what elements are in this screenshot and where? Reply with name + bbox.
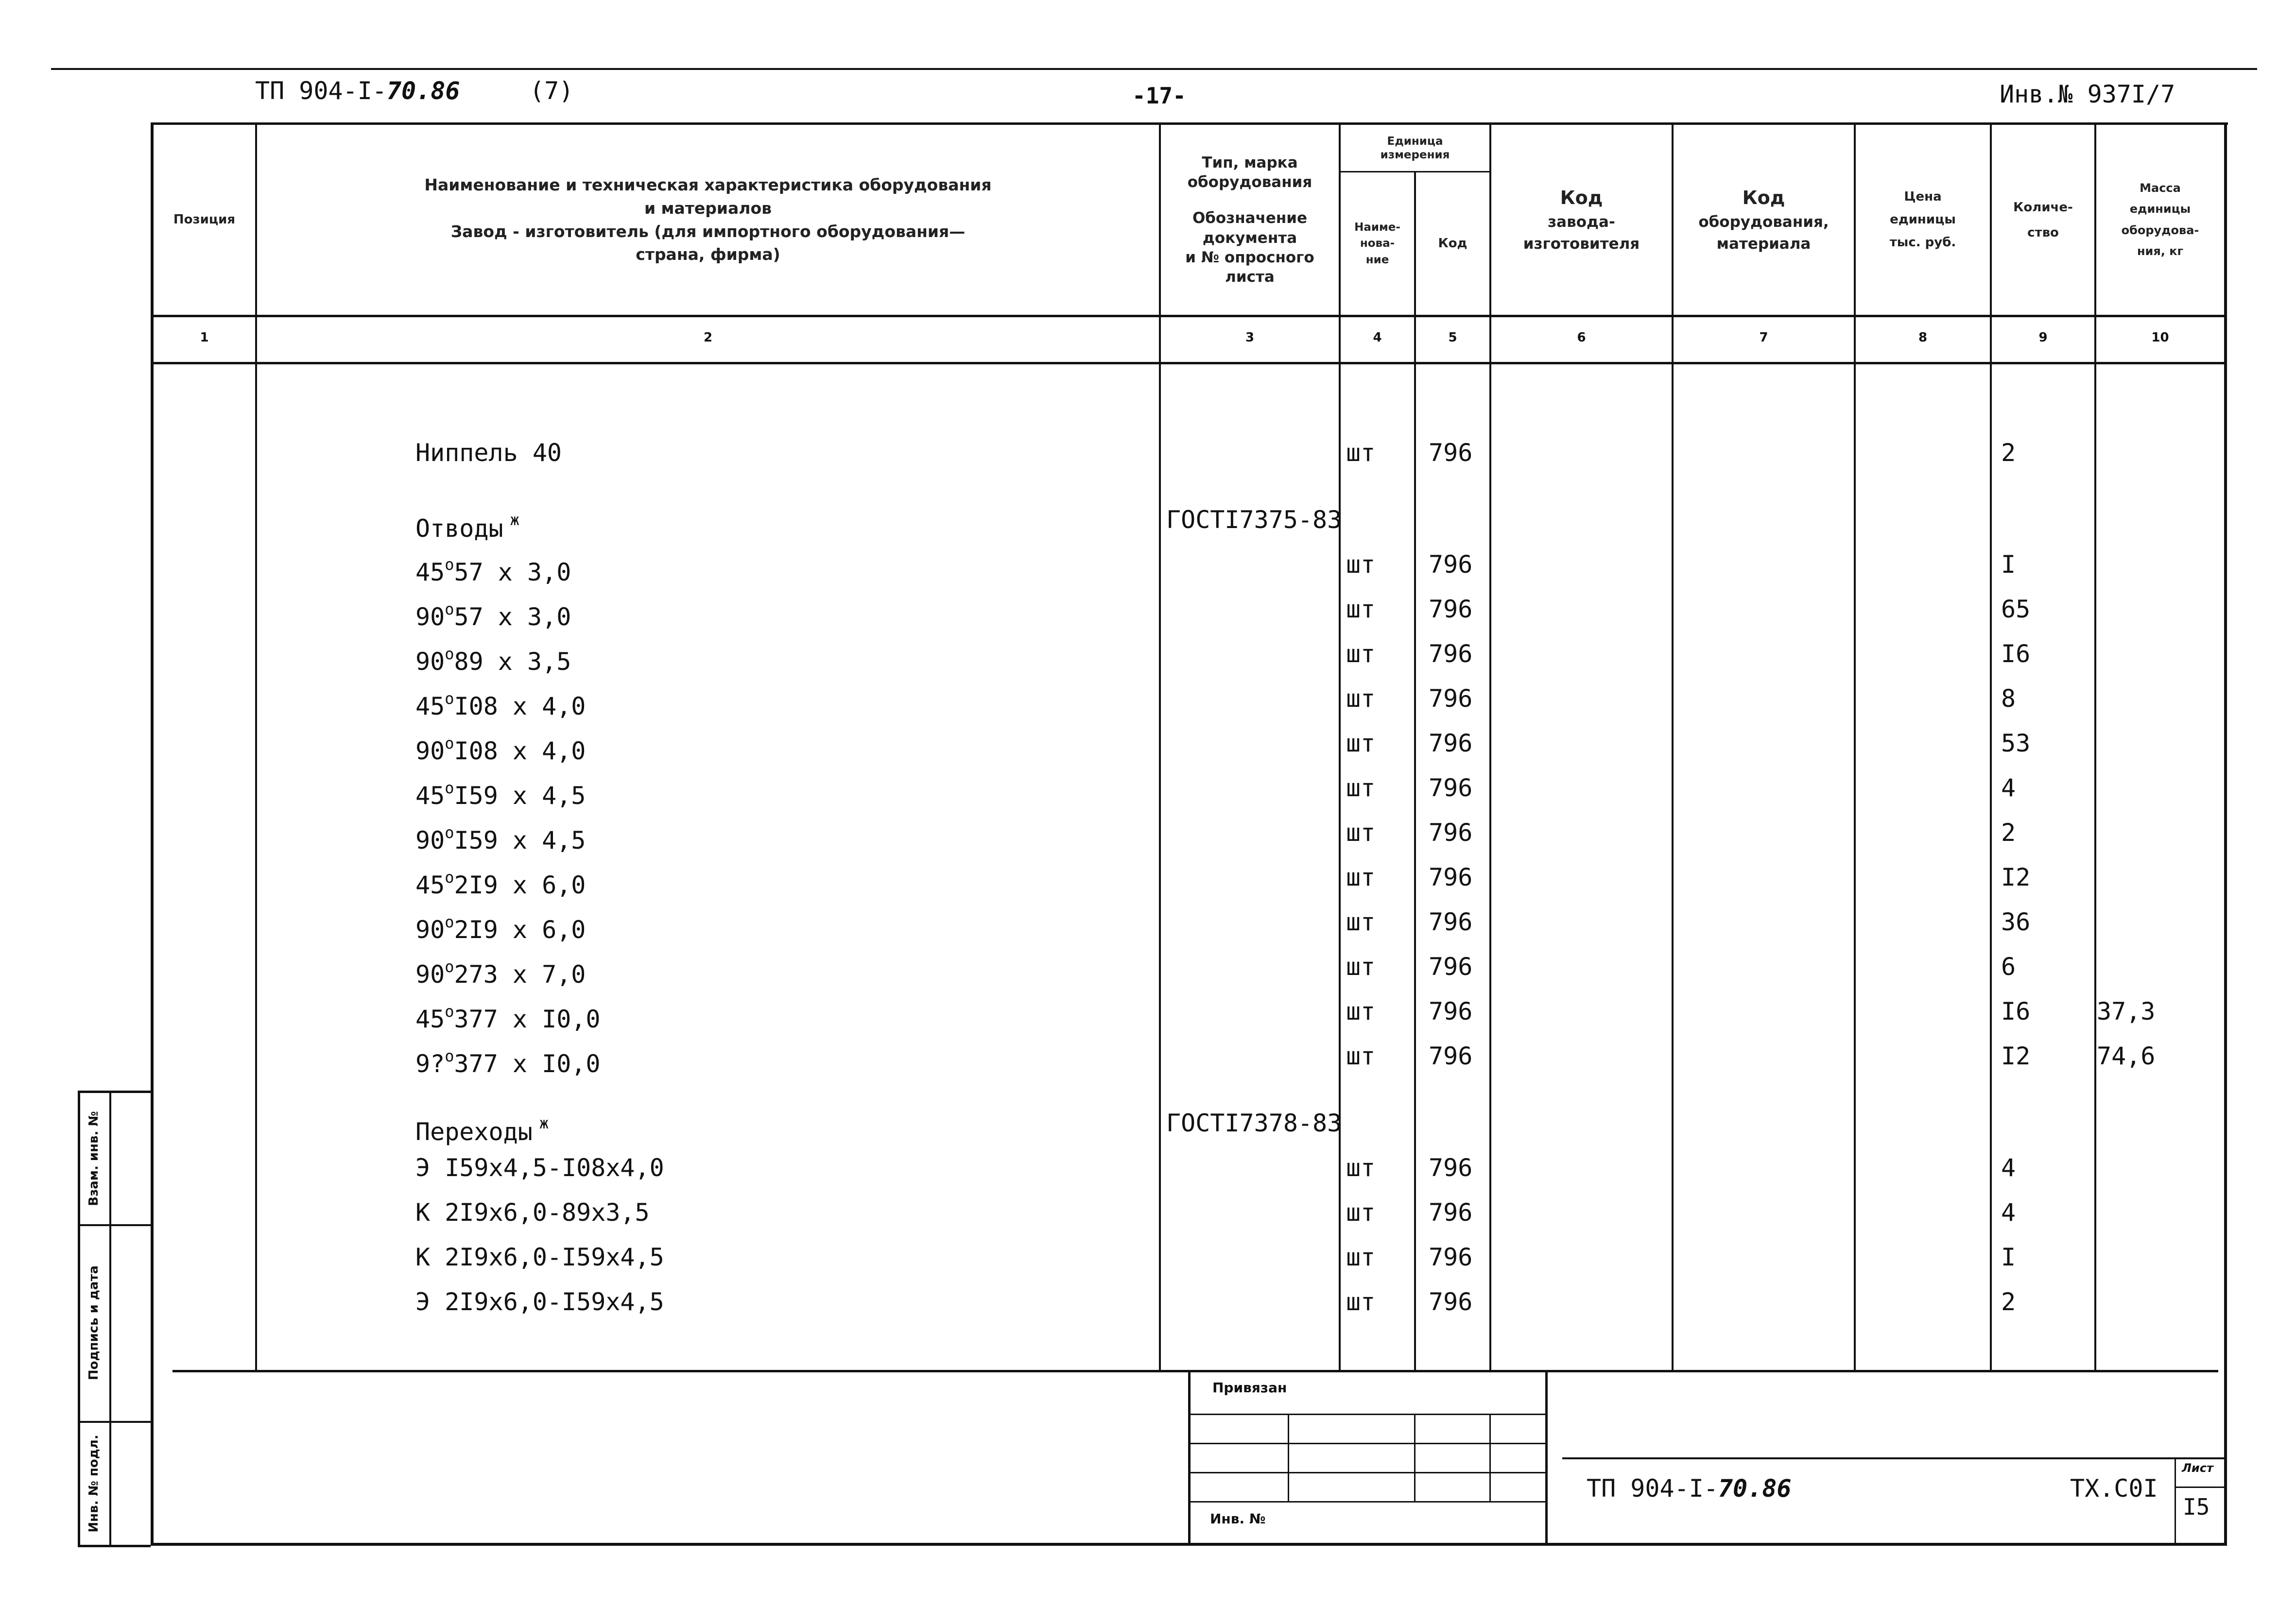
item-name: Э 2I9x6,0-I59x4,5 [415, 1288, 664, 1316]
col-header-type-line5: и № опросного [1185, 248, 1314, 266]
item-qty: 4 [2001, 1154, 2016, 1182]
item-name: 90$^o$I59 x 4,5 [415, 823, 586, 854]
item-name: 90$^o$I08 x 4,0 [415, 734, 586, 765]
table-row [0, 1193, 2296, 1232]
item-unit-code: 796 [1429, 1198, 1473, 1227]
table-row [0, 992, 2296, 1031]
table-row [0, 813, 2296, 852]
item-qty: 2 [2001, 439, 2016, 467]
page-number: -17- [1132, 83, 1186, 109]
inv-label: Инв. № [1210, 1511, 1266, 1527]
sheet-number: I5 [2183, 1494, 2210, 1520]
col-header-type-line4: документа [1202, 229, 1297, 247]
item-qty: I [2001, 1243, 2016, 1271]
item-name: 90$^o$273 x 7,0 [415, 957, 586, 989]
col-header-maker-code-line3: изготовителя [1523, 235, 1640, 253]
item-unit-code: 796 [1429, 774, 1473, 802]
item-unit: шт [1346, 729, 1376, 757]
item-name: 90$^o$2I9 x 6,0 [415, 913, 586, 944]
item-unit: шт [1346, 997, 1376, 1025]
item-qty: I6 [2001, 997, 2031, 1025]
col-header-equip-code-line2: оборудования, [1698, 213, 1829, 231]
col-header-type-line1: Тип, марка [1202, 154, 1298, 171]
item-name: Отводы $^ж$ [415, 511, 519, 543]
col-header-unit-name-line2: нова- [1360, 237, 1395, 250]
item-name: 45$^o$2I9 x 6,0 [415, 868, 586, 899]
col-number-9: 9 [2038, 330, 2048, 345]
header-bottom-rule [151, 315, 2227, 317]
item-unit: шт [1346, 819, 1376, 847]
item-unit: шт [1346, 953, 1376, 981]
table-row [0, 724, 2296, 763]
item-name: Э I59x4,5-I08x4,0 [415, 1154, 664, 1182]
col-header-unit-name-line3: ние [1365, 253, 1389, 266]
col-header-name-line4: страна, фирма) [636, 245, 780, 264]
item-name: 45$^o$I08 x 4,0 [415, 689, 586, 720]
item-qty: I2 [2001, 863, 2031, 891]
item-name: К 2I9x6,0-89x3,5 [415, 1198, 650, 1227]
table-row [0, 858, 2296, 897]
col-number-7: 7 [1759, 330, 1768, 345]
col-number-6: 6 [1577, 330, 1586, 345]
item-unit-code: 796 [1429, 819, 1473, 847]
table-row [0, 1282, 2296, 1321]
item-unit-code: 796 [1429, 550, 1473, 579]
col-header-name-line2: и материалов [644, 198, 772, 218]
table-row [0, 1104, 2296, 1146]
footnote-mark: ж [539, 1114, 549, 1132]
side-inv-orig: Инв. № подл. [86, 1435, 101, 1533]
col-header-unit-group-line1: Единица [1387, 135, 1443, 148]
item-qty: 4 [2001, 774, 2016, 802]
footnote-mark: ж [510, 511, 519, 529]
col-header-mass-line3: оборудова- [2121, 223, 2199, 237]
item-qty: I2 [2001, 1042, 2031, 1070]
item-unit-code: 796 [1429, 684, 1473, 713]
inventory-number: Инв.№ 937I/7 [2000, 80, 2175, 108]
colno-bottom-rule [151, 362, 2227, 364]
side-replace-inv: Взам. инв. № [86, 1111, 101, 1206]
table-row [0, 433, 2296, 472]
header-doc-code-prefix: ТП 904-I- [255, 77, 387, 105]
col-number-5: 5 [1448, 330, 1457, 345]
item-name: 45$^o$I59 x 4,5 [415, 779, 586, 810]
header-doc-code-suffix: 70.86 [386, 77, 460, 105]
item-unit: шт [1346, 1288, 1376, 1316]
table-row [0, 634, 2296, 676]
col-header-mass [2096, 125, 2224, 315]
item-mass: 37,3 [2097, 997, 2156, 1025]
col-header-maker-code-line1: Код [1560, 187, 1603, 209]
footer-doc-code [1587, 1474, 1791, 1503]
item-unit: шт [1346, 1243, 1376, 1271]
col-header-price [1856, 125, 1990, 315]
col-header-unit-name [1341, 173, 1414, 315]
col-header-type-line2: оборудования [1187, 173, 1312, 191]
table-row [0, 1148, 2296, 1187]
item-name: 45$^o$57 x 3,0 [415, 555, 571, 586]
col-header-mass-line2: единицы [2129, 202, 2191, 216]
item-qty: I [2001, 550, 2016, 579]
col-header-mass-line1: Масса [2140, 181, 2181, 195]
col-header-unit-group [1341, 127, 1489, 170]
col-header-price-line1: Цена [1904, 189, 1942, 205]
item-unit: шт [1346, 1042, 1376, 1070]
item-unit: шт [1346, 439, 1376, 467]
col-header-maker-code [1491, 125, 1672, 315]
item-qty: 4 [2001, 1198, 2016, 1227]
col-header-position: Позиция [173, 212, 236, 227]
item-qty: 2 [2001, 819, 2016, 847]
col-number-4: 4 [1373, 330, 1382, 345]
col-number-10: 10 [2151, 330, 2169, 345]
item-mass: 74,6 [2097, 1042, 2156, 1070]
item-unit-code: 796 [1429, 953, 1473, 981]
col-header-type-line3: Обозначение [1192, 209, 1308, 227]
item-name: 90$^o$57 x 3,0 [415, 600, 571, 631]
body-bottom-rule [173, 1370, 2218, 1372]
item-doc: ГОСТI7375-83 [1166, 506, 1342, 534]
item-qty: 6 [2001, 953, 2016, 981]
col-number-2: 2 [703, 330, 713, 345]
footer-doc-code-suffix: 70.86 [1718, 1474, 1792, 1503]
sheet-code: ТХ.С0I [2070, 1474, 2158, 1503]
item-unit-code: 796 [1429, 1154, 1473, 1182]
item-unit-code: 796 [1429, 997, 1473, 1025]
item-unit-code: 796 [1429, 863, 1473, 891]
sheet-label: Лист [2182, 1461, 2213, 1475]
item-doc: ГОСТI7378-83 [1166, 1109, 1342, 1137]
table-row [0, 769, 2296, 810]
col-header-equip-code-line3: материала [1716, 235, 1811, 253]
col-header-qty [1992, 125, 2094, 315]
col-header-price-line3: тыс. руб. [1889, 235, 1956, 250]
col-header-qty-line2: ство [2027, 225, 2059, 240]
col-header-unit-code: Код [1438, 236, 1467, 251]
side-sign-date: Подпись и дата [86, 1265, 101, 1381]
col-header-price-line2: единицы [1890, 212, 1956, 227]
item-name: Переходы $^ж$ [415, 1114, 549, 1146]
item-unit-code: 796 [1429, 595, 1473, 623]
item-qty: 36 [2001, 908, 2031, 936]
col-header-name [257, 125, 1159, 315]
item-unit: шт [1346, 595, 1376, 623]
table-row [0, 1037, 2296, 1076]
item-unit-code: 796 [1429, 1042, 1473, 1070]
col-header-unit-name-line1: Наиме- [1354, 221, 1400, 234]
col-header-equip-code [1674, 125, 1854, 315]
item-unit-code: 796 [1429, 729, 1473, 757]
item-unit-code: 796 [1429, 439, 1473, 467]
item-unit-code: 796 [1429, 1243, 1473, 1271]
col-number-8: 8 [1918, 330, 1928, 345]
col-header-name-line3: Завод - изготовитель (для импортного оборудования— [450, 222, 966, 241]
col-header-mass-line4: ния, кг [2137, 244, 2184, 258]
item-qty: 53 [2001, 729, 2031, 757]
col-header-equip-code-line1: Код [1742, 187, 1785, 209]
item-unit: шт [1346, 640, 1376, 668]
table-row [0, 947, 2296, 989]
item-unit: шт [1346, 863, 1376, 891]
item-unit-code: 796 [1429, 1288, 1473, 1316]
item-qty: I6 [2001, 640, 2031, 668]
col-header-maker-code-line2: завода- [1548, 213, 1615, 231]
item-name: 90$^o$89 x 3,5 [415, 645, 571, 676]
header-doc-code [255, 77, 460, 105]
item-qty: 8 [2001, 684, 2016, 713]
item-name: 45$^o$377 x I0,0 [415, 1002, 601, 1033]
col-number-1: 1 [200, 330, 209, 345]
bound-label: Привязан [1212, 1380, 1287, 1396]
item-unit: шт [1346, 1154, 1376, 1182]
frame-bottom [151, 1543, 2227, 1546]
footer-doc-code-prefix: ТП 904-I- [1587, 1474, 1718, 1503]
table-row [0, 1238, 2296, 1277]
header-variant: (7) [530, 77, 574, 105]
table-row [0, 903, 2296, 944]
col-number-3: 3 [1245, 330, 1255, 345]
item-name: Ниппель 40 [415, 439, 562, 467]
item-name: К 2I9x6,0-I59x4,5 [415, 1243, 664, 1271]
col-header-type [1161, 125, 1339, 315]
table-row [0, 679, 2296, 718]
table-row [0, 500, 2296, 543]
top-rule [51, 68, 2257, 70]
item-unit-code: 796 [1429, 908, 1473, 936]
item-unit-code: 796 [1429, 640, 1473, 668]
item-unit: шт [1346, 774, 1376, 802]
item-unit: шт [1346, 550, 1376, 579]
col-header-unit-group-line2: измерения [1380, 149, 1450, 161]
item-unit: шт [1346, 908, 1376, 936]
col-header-type-line6: листа [1225, 268, 1275, 286]
col-header-name-line1: Наименование и техническая характеристика оборудования [424, 175, 992, 194]
col-header-qty-line1: Количе- [2013, 200, 2073, 215]
item-qty: 2 [2001, 1288, 2016, 1316]
item-qty: 65 [2001, 595, 2031, 623]
table-row [0, 545, 2296, 584]
item-unit: шт [1346, 684, 1376, 713]
item-unit: шт [1346, 1198, 1376, 1227]
table-row [0, 590, 2296, 629]
item-name: 9?$^o$377 x I0,0 [415, 1047, 601, 1078]
